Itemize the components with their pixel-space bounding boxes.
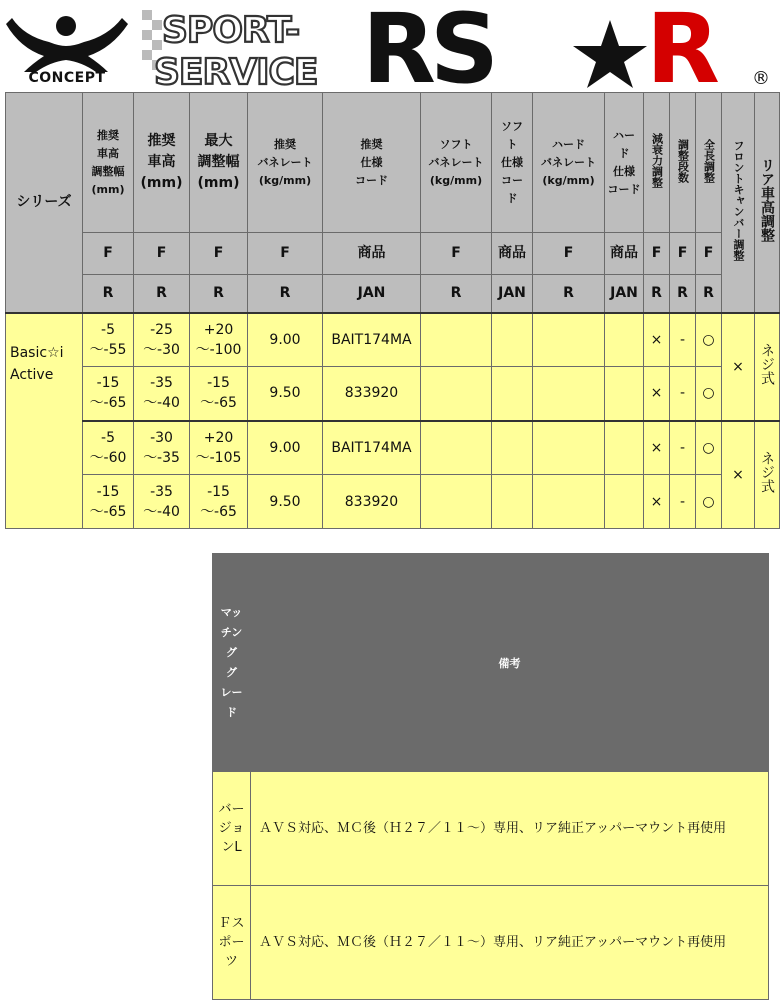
f-label: F: [644, 233, 670, 275]
col-notes: 備考: [251, 554, 769, 772]
col-rec-code: 推奨 仕様 コード: [323, 93, 421, 233]
r-label: R: [421, 275, 492, 313]
col-damping: 減衰力調整: [644, 93, 670, 233]
jan-label: JAN: [492, 275, 533, 313]
sport-service-logo: [140, 4, 370, 90]
r-label: R: [134, 275, 190, 313]
r-label: R: [670, 275, 696, 313]
col-series: シリーズ: [6, 93, 83, 313]
grade-cell: Ｆス ポー ツ: [213, 886, 251, 1000]
product-label: 商品: [492, 233, 533, 275]
series-name: Basic☆i Active: [6, 313, 83, 529]
table-row: -5 ～-60 -30 ～-35 +20 ～-105 9.00 BAIT174MA × - ○ × ネジ式: [6, 421, 780, 475]
table-row: -15 ～-65 -35 ～-40 -15 ～-65 9.50 833920 × - ○: [6, 367, 780, 421]
rsr-logo: [360, 2, 780, 92]
f-label: F: [83, 233, 134, 275]
jan-label: JAN: [323, 275, 421, 313]
r-label: R: [533, 275, 605, 313]
col-hard-code: ハー ド 仕様 コード: [605, 93, 644, 233]
col-rec-height: 推奨 車高 (mm): [134, 93, 190, 233]
concept-label: CONCEPT: [28, 70, 106, 86]
col-max-adjust: 最大 調整幅 (mm): [190, 93, 248, 233]
col-rear-height: リア車高調整: [755, 93, 780, 313]
col-matching-grade: マッ チン グ グ レー ド: [213, 554, 251, 772]
star-icon: [573, 20, 647, 88]
col-rec-spring: 推奨 バネレート (kg/mm): [248, 93, 323, 233]
col-steps: 調整段数: [670, 93, 696, 233]
notes-table: [212, 553, 769, 1000]
f-label: F: [421, 233, 492, 275]
f-label: F: [533, 233, 605, 275]
table-row: -15 ～-65 -35 ～-40 -15 ～-65 9.50 833920 × - ○: [6, 475, 780, 529]
table-row: [213, 886, 769, 1000]
f-label: F: [670, 233, 696, 275]
product-label: 商品: [605, 233, 644, 275]
col-soft-code: ソフ ト 仕様 コー ド: [492, 93, 533, 233]
f-label: F: [696, 233, 722, 275]
r-label: R: [248, 275, 323, 313]
col-soft-spring: ソフト バネレート (kg/mm): [421, 93, 492, 233]
registered-mark: ®: [752, 68, 770, 89]
col-front-camber: フロントキャンバー調整: [722, 93, 755, 313]
f-label: F: [248, 233, 323, 275]
col-rec-adjust: 推奨 車高 調整幅 (mm): [83, 93, 134, 233]
sport-text: SPORT-: [162, 10, 300, 51]
svg-text:R: R: [646, 2, 720, 92]
r-label: R: [190, 275, 248, 313]
f-label: F: [190, 233, 248, 275]
note-cell: ＡＶＳ対応、ＭＣ後（Ｈ２７／１１～）専用、リア純正アッパーマウント再使用: [251, 886, 769, 1000]
r-label: R: [644, 275, 670, 313]
spec-table: [5, 92, 780, 529]
service-text: SERVICE: [154, 52, 318, 90]
r-label: R: [696, 275, 722, 313]
col-hard-spring: ハード バネレート (kg/mm): [533, 93, 605, 233]
brand-header: [0, 0, 781, 92]
note-cell: ＡＶＳ対応、ＭＣ後（Ｈ２７／１１～）専用、リア純正アッパーマウント再使用: [251, 772, 769, 886]
table-row: Basic☆i Active -5 ～-55 -25 ～-30 +20 ～-100 9.00 BAIT174MA × - ○ × ネジ式: [6, 313, 780, 367]
grade-cell: バー ジョ ンL: [213, 772, 251, 886]
table-row: [213, 772, 769, 886]
col-length: 全長調整: [696, 93, 722, 233]
jan-label: JAN: [605, 275, 644, 313]
f-label: F: [134, 233, 190, 275]
product-label: 商品: [323, 233, 421, 275]
svg-text:RS: RS: [362, 2, 494, 92]
r-label: R: [83, 275, 134, 313]
